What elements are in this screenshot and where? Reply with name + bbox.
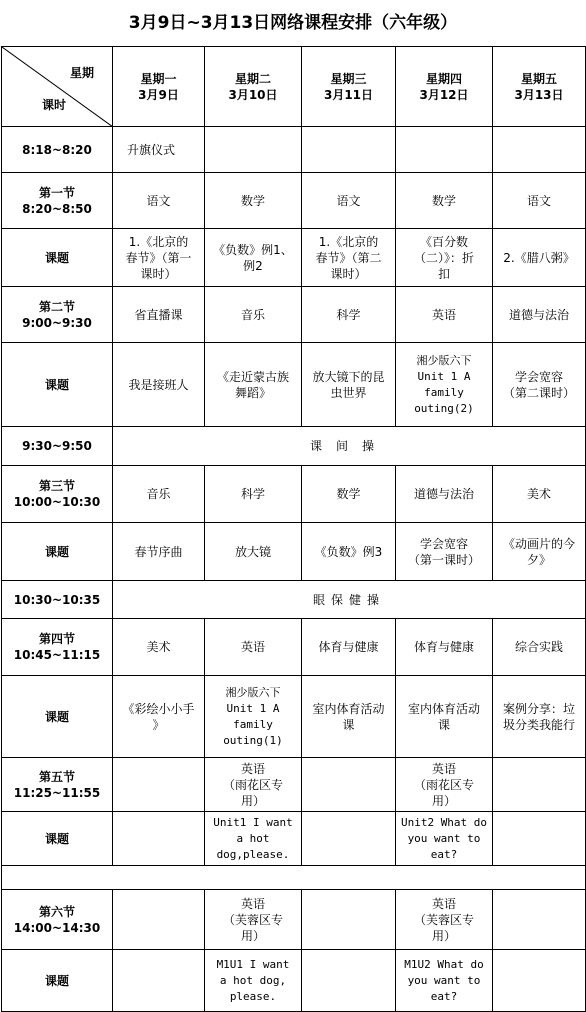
topic-label: 课题 bbox=[2, 950, 113, 1012]
cell-line: eat? bbox=[430, 847, 458, 861]
cell-line: 室内体育活动 bbox=[407, 701, 480, 716]
cell-line: M1U2 What do bbox=[404, 957, 484, 971]
cell-line: eat? bbox=[430, 989, 458, 1003]
topic-cell bbox=[113, 950, 205, 1012]
day-header-thu: 星期四 3月12日 bbox=[396, 47, 493, 127]
cell-line: please. bbox=[229, 989, 277, 1003]
cell-line: 用） bbox=[431, 793, 456, 808]
cell-line: 湘少版六下 bbox=[416, 353, 472, 367]
topic-cell bbox=[205, 676, 302, 758]
topic-cell bbox=[396, 812, 493, 866]
cell-line: you want to bbox=[407, 973, 481, 987]
cell-line: 春节》（第一 bbox=[125, 250, 192, 265]
period-row bbox=[2, 890, 586, 950]
topic-cell bbox=[205, 812, 302, 866]
cell-line: 虫世界 bbox=[330, 385, 367, 400]
time-label: 8:18~8:20 bbox=[2, 127, 113, 173]
subject-cell: 数学 bbox=[205, 173, 302, 229]
cell-line: （芙蓉区专 bbox=[413, 912, 474, 927]
cell-line: 《负数》例3 bbox=[314, 544, 383, 559]
cell-line: you want to bbox=[407, 831, 481, 845]
page-title: 3月9日~3月13日网络课程安排（六年级） bbox=[128, 13, 458, 33]
subject-cell: 数学 bbox=[302, 466, 396, 523]
cell-line: 春节序曲 bbox=[134, 544, 183, 559]
empty-cell bbox=[493, 127, 586, 173]
cell-line: a hot bbox=[236, 831, 270, 845]
cell-line: 英语 bbox=[240, 761, 265, 776]
subject-cell: 美术 bbox=[493, 466, 586, 523]
empty-cell bbox=[396, 127, 493, 173]
break-cell: 眼保健操 bbox=[113, 581, 586, 619]
cell-line: 舞蹈》 bbox=[234, 385, 271, 400]
cell-line: 》 bbox=[152, 717, 165, 732]
cell-line: 扣 bbox=[437, 266, 450, 281]
topic-cell bbox=[302, 523, 396, 581]
topic-row bbox=[2, 523, 586, 581]
subject-cell bbox=[396, 890, 493, 950]
subject-cell: 道德与法治 bbox=[493, 287, 586, 343]
cell-line: 春节》（第二 bbox=[315, 250, 382, 265]
subject-cell bbox=[493, 758, 586, 812]
cell-line: （第二课时） bbox=[502, 385, 575, 400]
topic-cell bbox=[396, 343, 493, 427]
topic-cell bbox=[113, 812, 205, 866]
period-row bbox=[2, 619, 586, 676]
day-header-fri: 星期五 3月13日 bbox=[493, 47, 586, 127]
cell-line: 学会宽容 bbox=[419, 536, 468, 551]
cell-line: 课时） bbox=[140, 266, 177, 281]
cell-line: （雨花区专 bbox=[222, 777, 283, 792]
topic-label: 课题 bbox=[2, 812, 113, 866]
subject-cell: 音乐 bbox=[113, 466, 205, 523]
cell-line: 我是接班人 bbox=[128, 377, 189, 392]
day-header-mon: 星期一 3月9日 bbox=[113, 47, 205, 127]
period-label: 第四节 10:45~11:15 bbox=[2, 619, 113, 676]
cell-line: 《走近蒙古族 bbox=[216, 369, 289, 384]
cell-line: 例2 bbox=[243, 258, 263, 273]
cell-line: 放大镜下的昆 bbox=[312, 369, 385, 384]
cell-line: 英语 bbox=[240, 896, 265, 911]
subject-cell: 综合实践 bbox=[493, 619, 586, 676]
cell-line: 用） bbox=[240, 793, 265, 808]
corner-day-label: 星期 bbox=[69, 66, 94, 80]
subject-cell: 科学 bbox=[302, 287, 396, 343]
empty-cell bbox=[302, 127, 396, 173]
topic-cell bbox=[113, 229, 205, 287]
subject-cell: 音乐 bbox=[205, 287, 302, 343]
subject-cell: 英语 bbox=[396, 287, 493, 343]
topic-cell bbox=[493, 343, 586, 427]
subject-cell bbox=[302, 890, 396, 950]
subject-cell: 英语 bbox=[205, 619, 302, 676]
topic-cell bbox=[205, 229, 302, 287]
cell-line: outing(2) bbox=[414, 401, 474, 415]
empty-cell bbox=[205, 127, 302, 173]
topic-cell bbox=[396, 229, 493, 287]
topic-label: 课题 bbox=[2, 229, 113, 287]
cell-line: 夕》 bbox=[526, 552, 551, 567]
topic-cell bbox=[493, 812, 586, 866]
subject-cell bbox=[205, 890, 302, 950]
cell-line: 课 bbox=[437, 717, 450, 732]
cell-line: 课时） bbox=[330, 266, 367, 281]
topic-row bbox=[2, 343, 586, 427]
cell-line: 英语 bbox=[431, 761, 456, 776]
break-cell: 课间操 bbox=[113, 427, 586, 466]
cell-line: （芙蓉区专 bbox=[222, 912, 283, 927]
topic-cell bbox=[493, 523, 586, 581]
subject-cell bbox=[493, 890, 586, 950]
cell-line: outing(1) bbox=[223, 733, 283, 747]
cell-line: Unit1 I want bbox=[213, 815, 293, 829]
cell-line: 用） bbox=[431, 928, 456, 943]
cell-line: 1.《北京的 bbox=[128, 234, 189, 249]
period-label: 第二节 9:00~9:30 bbox=[2, 287, 113, 343]
topic-cell bbox=[302, 950, 396, 1012]
cell-line: 圾分类我能行 bbox=[502, 717, 575, 732]
topic-row bbox=[2, 676, 586, 758]
subject-cell: 体育与健康 bbox=[302, 619, 396, 676]
topic-cell bbox=[302, 812, 396, 866]
cell-line: Unit2 What do bbox=[400, 815, 488, 829]
topic-cell bbox=[113, 523, 205, 581]
period-row bbox=[2, 287, 586, 343]
cell-line: a hot dog, bbox=[219, 973, 287, 987]
subject-cell: 数学 bbox=[396, 173, 493, 229]
cell-line: （雨花区专 bbox=[413, 777, 474, 792]
corner-diagonal bbox=[2, 47, 113, 127]
period-row bbox=[2, 466, 586, 523]
subject-cell: 体育与健康 bbox=[396, 619, 493, 676]
topic-cell bbox=[113, 343, 205, 427]
topic-row bbox=[2, 812, 586, 866]
topic-cell bbox=[396, 523, 493, 581]
subject-cell: 语文 bbox=[113, 173, 205, 229]
subject-cell: 省直播课 bbox=[113, 287, 205, 343]
cell-line: family bbox=[233, 717, 273, 731]
ceremony-row bbox=[2, 127, 586, 173]
subject-cell bbox=[396, 758, 493, 812]
period-row bbox=[2, 173, 586, 229]
spacer-row bbox=[2, 866, 586, 890]
cell-line: 案例分享：垃 bbox=[502, 701, 575, 716]
topic-label: 课题 bbox=[2, 676, 113, 758]
cell-line: 室内体育活动 bbox=[312, 701, 385, 716]
topic-cell bbox=[302, 229, 396, 287]
cell-line: 放大镜 bbox=[234, 544, 271, 559]
corner-period-label: 课时 bbox=[42, 98, 67, 112]
topic-cell bbox=[205, 343, 302, 427]
subject-cell bbox=[205, 758, 302, 812]
period-label: 第六节 14:00~14:30 bbox=[2, 890, 113, 950]
corner-header bbox=[2, 47, 113, 127]
subject-cell: 美术 bbox=[113, 619, 205, 676]
cell-line: dog,please. bbox=[216, 847, 290, 861]
cell-line: （第一课时） bbox=[407, 552, 480, 567]
topic-label: 课题 bbox=[2, 523, 113, 581]
spacer-cell bbox=[2, 866, 586, 890]
cell-line: family bbox=[424, 385, 464, 399]
topic-cell bbox=[396, 676, 493, 758]
topic-row bbox=[2, 229, 586, 287]
topic-cell bbox=[493, 950, 586, 1012]
topic-row bbox=[2, 950, 586, 1012]
ceremony-cell: 升旗仪式 bbox=[113, 127, 205, 173]
subject-cell bbox=[113, 758, 205, 812]
subject-cell bbox=[302, 758, 396, 812]
time-label: 10:30~10:35 bbox=[2, 581, 113, 619]
break-row bbox=[2, 427, 586, 466]
day-header-tue: 星期二 3月10日 bbox=[205, 47, 302, 127]
topic-cell bbox=[113, 676, 205, 758]
subject-cell bbox=[113, 890, 205, 950]
cell-line: 英语 bbox=[431, 896, 456, 911]
subject-cell: 道德与法治 bbox=[396, 466, 493, 523]
subject-cell: 语文 bbox=[493, 173, 586, 229]
cell-line: M1U1 I want bbox=[216, 957, 290, 971]
topic-cell bbox=[205, 950, 302, 1012]
topic-label: 课题 bbox=[2, 343, 113, 427]
header-row bbox=[2, 47, 586, 127]
cell-line: 《动画片的今 bbox=[502, 536, 575, 551]
schedule-table bbox=[1, 46, 586, 1012]
cell-line: 《彩绘小小手 bbox=[122, 701, 195, 716]
cell-line: Unit 1 A bbox=[226, 701, 280, 715]
period-row bbox=[2, 758, 586, 812]
period-label: 第五节 11:25~11:55 bbox=[2, 758, 113, 812]
time-label: 9:30~9:50 bbox=[2, 427, 113, 466]
topic-cell bbox=[493, 229, 586, 287]
day-header-wed: 星期三 3月11日 bbox=[302, 47, 396, 127]
cell-line: 《百分数 bbox=[419, 234, 468, 249]
cell-line: 《负数》例1、 bbox=[213, 242, 293, 257]
subject-cell: 科学 bbox=[205, 466, 302, 523]
cell-line: 用） bbox=[240, 928, 265, 943]
cell-line: 2.《腊八粥》 bbox=[503, 250, 575, 265]
cell-line: （二）》：折 bbox=[413, 250, 474, 265]
topic-cell bbox=[302, 343, 396, 427]
period-label: 第三节 10:00~10:30 bbox=[2, 466, 113, 523]
topic-cell bbox=[205, 523, 302, 581]
topic-cell bbox=[493, 676, 586, 758]
topic-cell bbox=[302, 676, 396, 758]
period-label: 第一节 8:20~8:50 bbox=[2, 173, 113, 229]
cell-line: Unit 1 A bbox=[417, 369, 471, 383]
break-row bbox=[2, 581, 586, 619]
cell-line: 课 bbox=[342, 717, 355, 732]
topic-cell bbox=[396, 950, 493, 1012]
cell-line: 学会宽容 bbox=[514, 369, 563, 384]
cell-line: 1.《北京的 bbox=[318, 234, 379, 249]
subject-cell: 语文 bbox=[302, 173, 396, 229]
cell-line: 湘少版六下 bbox=[225, 685, 281, 699]
